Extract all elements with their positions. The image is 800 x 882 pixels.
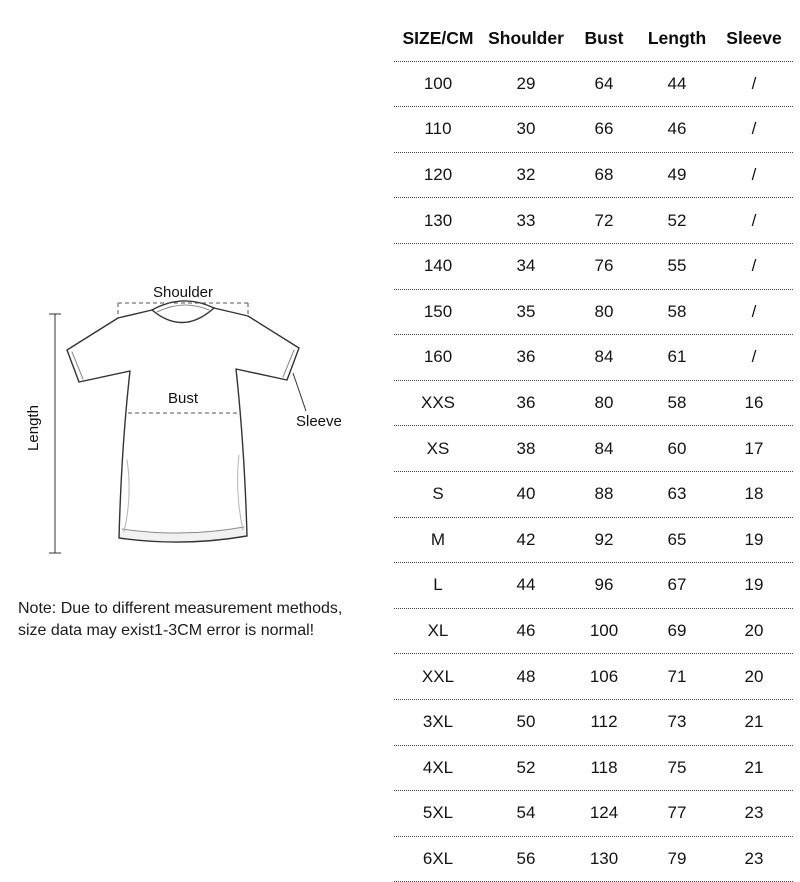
table-cell: 38	[516, 438, 536, 458]
size-table	[394, 16, 793, 882]
table-cell: 23	[744, 848, 764, 868]
table-cell: 110	[424, 119, 452, 139]
table-cell: 84	[594, 438, 614, 458]
header-cell: Sleeve	[726, 27, 782, 48]
table-cell: 56	[516, 848, 536, 868]
table-cell: 140	[423, 256, 453, 276]
table-cell: 36	[516, 393, 536, 413]
table-cell: 3XL	[422, 712, 454, 732]
left-wrinkle	[124, 460, 129, 532]
bust-label: Bust	[167, 390, 199, 407]
table-row	[394, 335, 793, 381]
table-cell: 16	[744, 393, 764, 413]
table-row	[394, 107, 793, 153]
table-cell: 75	[667, 757, 687, 777]
table-row	[394, 609, 793, 655]
table-cell: 33	[516, 210, 536, 230]
table-row	[394, 290, 793, 336]
table-body	[394, 62, 793, 882]
header-cell: SIZE/CM	[402, 27, 474, 48]
table-cell: /	[751, 347, 757, 367]
table-cell: 100	[423, 73, 453, 93]
table-cell: 44	[516, 575, 536, 595]
table-row	[394, 518, 793, 564]
table-cell: /	[751, 210, 757, 230]
measurement-note	[18, 598, 342, 642]
table-row	[394, 62, 793, 108]
table-cell: 100	[589, 621, 619, 641]
table-cell: 46	[516, 621, 536, 641]
right-wrinkle	[238, 455, 243, 530]
table-cell: L	[433, 575, 443, 595]
table-row	[394, 472, 793, 518]
table-cell: XXS	[420, 393, 456, 413]
table-cell: 118	[590, 757, 618, 777]
table-cell: S	[432, 484, 444, 504]
table-row	[394, 198, 793, 244]
table-cell: 55	[667, 256, 687, 276]
table-cell: 29	[516, 73, 536, 93]
tshirt-outline-icon	[67, 308, 299, 542]
table-cell: 32	[516, 165, 536, 185]
table-cell: 96	[594, 575, 614, 595]
table-cell: /	[751, 301, 757, 321]
table-cell: 73	[667, 712, 687, 732]
table-cell: 19	[744, 529, 764, 549]
table-cell: /	[751, 165, 757, 185]
table-cell: 67	[667, 575, 687, 595]
table-row	[394, 654, 793, 700]
table-cell: 112	[590, 712, 618, 732]
table-cell: 6XL	[422, 848, 454, 868]
tshirt-measurement-diagram	[0, 270, 360, 590]
table-row	[394, 791, 793, 837]
table-cell: M	[430, 529, 446, 549]
table-cell: 160	[423, 347, 453, 367]
header-cell: Bust	[584, 27, 624, 48]
table-row	[394, 381, 793, 427]
table-cell: 20	[744, 621, 764, 641]
table-cell: 63	[667, 484, 687, 504]
table-cell: 72	[594, 210, 614, 230]
table-cell: 76	[594, 256, 614, 276]
table-cell: 17	[744, 438, 764, 458]
table-cell: 44	[667, 73, 687, 93]
table-cell: 34	[516, 256, 536, 276]
table-cell: 49	[667, 165, 687, 185]
table-cell: 65	[667, 529, 687, 549]
table-cell: 80	[594, 393, 614, 413]
table-cell: 36	[516, 347, 536, 367]
table-row	[394, 563, 793, 609]
table-cell: 124	[589, 803, 619, 823]
table-cell: /	[751, 256, 757, 276]
table-cell: 80	[594, 301, 614, 321]
table-cell: 54	[516, 803, 536, 823]
table-cell: 42	[516, 529, 536, 549]
table-cell: 77	[667, 803, 687, 823]
table-cell: 106	[589, 666, 619, 686]
header-cell: Shoulder	[488, 27, 564, 48]
table-row	[394, 700, 793, 746]
left-cuff-seam	[72, 352, 83, 379]
table-row	[394, 746, 793, 792]
table-cell: 52	[667, 210, 687, 230]
table-cell: 84	[594, 347, 614, 367]
table-cell: 48	[516, 666, 536, 686]
table-cell: 88	[594, 484, 614, 504]
table-cell: 130	[589, 848, 619, 868]
table-cell: 92	[594, 529, 614, 549]
table-cell: 23	[744, 803, 764, 823]
table-cell: 68	[594, 165, 614, 185]
note-line-2: size data may exist1-3CM error is normal!	[18, 622, 315, 639]
table-cell: 20	[744, 666, 764, 686]
table-cell: 46	[667, 119, 687, 139]
table-cell: 58	[667, 393, 687, 413]
table-cell: 18	[744, 484, 764, 504]
table-row	[394, 244, 793, 290]
table-cell: 64	[594, 73, 614, 93]
table-cell: XL	[427, 621, 449, 641]
table-cell: 52	[516, 757, 536, 777]
table-row	[394, 426, 793, 472]
table-header-row	[394, 16, 793, 62]
table-cell: 58	[667, 301, 687, 321]
table-cell: 69	[667, 621, 687, 641]
right-cuff-seam	[283, 350, 294, 377]
table-row	[394, 837, 793, 882]
table-cell: 60	[667, 438, 687, 458]
shoulder-label: Shoulder	[152, 284, 214, 301]
table-cell: 66	[594, 119, 614, 139]
note-line-1: Note: Due to different measurement methods,	[18, 600, 343, 617]
table-cell: 5XL	[422, 803, 454, 823]
table-cell: 120	[423, 165, 453, 185]
table-cell: /	[751, 73, 757, 93]
table-cell: 130	[423, 210, 453, 230]
collar-inner-icon	[157, 305, 209, 312]
table-cell: 4XL	[422, 757, 454, 777]
table-row	[394, 153, 793, 199]
table-cell: 21	[744, 757, 764, 777]
table-cell: 30	[516, 119, 536, 139]
table-cell: XXL	[421, 666, 455, 686]
table-cell: 19	[744, 575, 764, 595]
sleeve-pointer-line	[293, 373, 306, 411]
table-cell: 61	[667, 347, 687, 367]
length-label: Length	[25, 405, 42, 451]
table-cell: 79	[667, 848, 687, 868]
sleeve-label: Sleeve	[296, 413, 342, 430]
header-cell: Length	[647, 27, 707, 48]
table-cell: 150	[423, 301, 453, 321]
table-cell: /	[751, 119, 757, 139]
table-cell: 50	[516, 712, 536, 732]
table-cell: 21	[744, 712, 764, 732]
table-cell: 40	[516, 484, 536, 504]
table-cell: 35	[516, 301, 536, 321]
table-cell: XS	[426, 438, 450, 458]
table-cell: 71	[667, 666, 687, 686]
